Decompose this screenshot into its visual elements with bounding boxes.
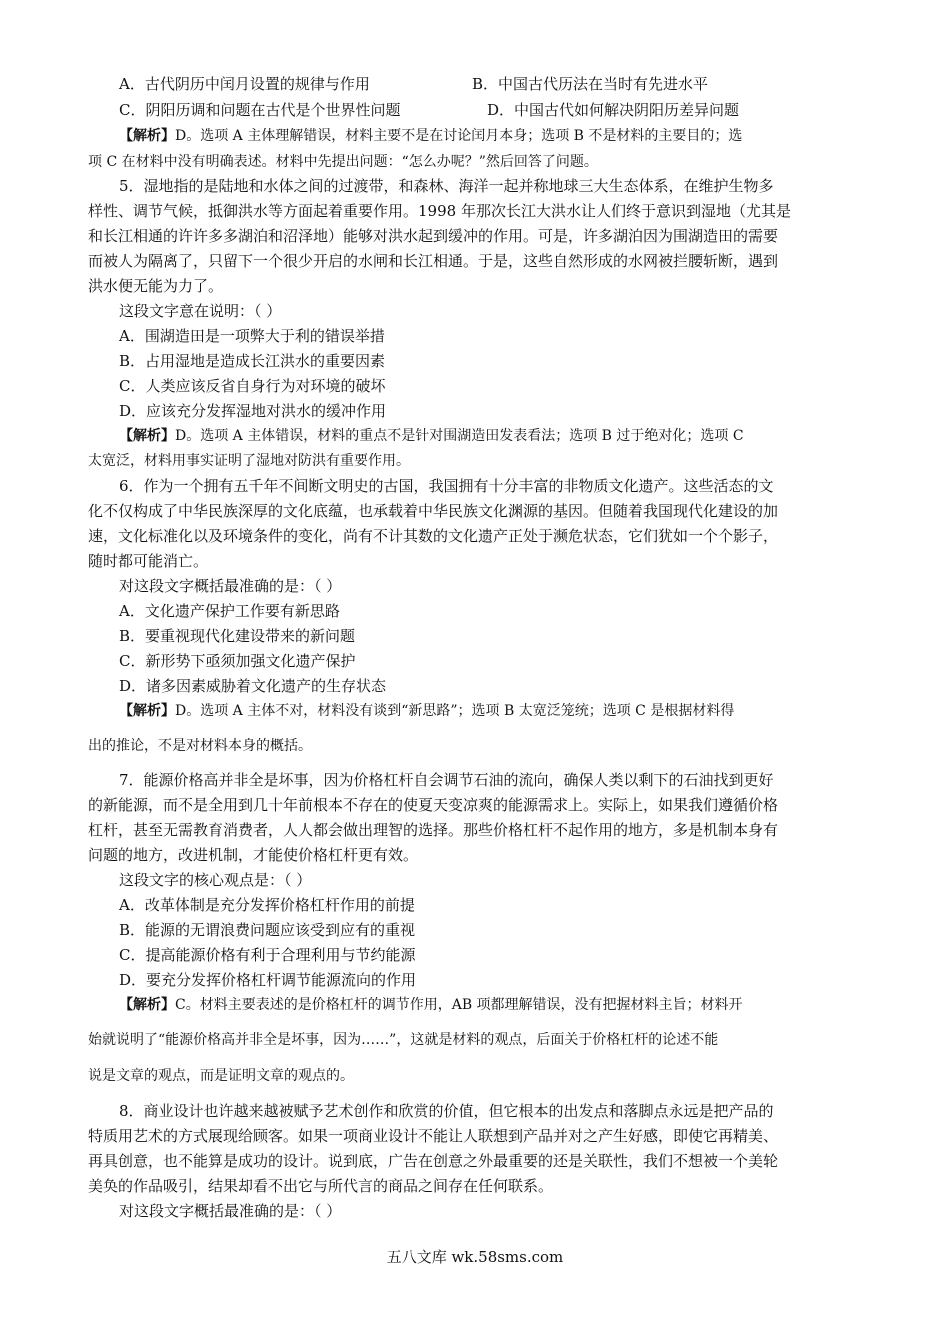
question-5-text: 而被人为隔离了，只留下一个很少开启的水闸和长江相通。于是，这些自然形成的水网被拦腰斩断，遇到	[88, 252, 779, 270]
option-c: C．新形势下亟须加强文化遗产保护	[119, 652, 356, 670]
analysis-continued: 项 C 在材料中没有明确表述。材料中先提出问题：“怎么办呢？”然后回答了问题。	[88, 154, 598, 170]
question-6-text: 6．作为一个拥有五千年不间断文明史的古国，我国拥有十分丰富的非物质文化遗产。这些活态的文	[119, 477, 774, 495]
option-a: A．文化遗产保护工作要有新思路	[119, 602, 340, 620]
question-5-text: 洪水便无能为力了。	[88, 277, 224, 295]
option-d: D．诸多因素威胁着文化遗产的生存状态	[119, 677, 387, 695]
analysis-label: 【解析】	[119, 428, 175, 444]
question-8-text: 美奂的作品吸引，结果却看不出它与所代言的商品之间存在任何联系。	[88, 1177, 554, 1195]
option-c: C．阴阳历调和问题在古代是个世界性问题	[119, 101, 401, 119]
analysis-label: 【解析】	[119, 997, 175, 1013]
question-6-text: 随时都可能消亡。	[88, 552, 209, 570]
option-b: B．能源的无谓浪费问题应该受到应有的重视	[119, 921, 416, 939]
analysis	[119, 124, 899, 148]
option-c: C．人类应该反省自身行为对环境的破坏	[119, 377, 386, 395]
question-8-text: 特质用艺术的方式展现给顾客。如果一项商业设计不能让人联想到产品并对之产生好感，即使它再精美、	[88, 1127, 779, 1145]
option-d: D．中国古代如何解决阴阳历差异问题	[487, 101, 740, 119]
analysis-text: D。选项 A 主体不对，材料没有谈到“新思路”；选项 B 太宽泛笼统；选项 C 是根据材料得	[175, 703, 735, 719]
option-d: D．应该充分发挥湿地对洪水的缓冲作用	[119, 402, 387, 420]
question-7-prompt: 这段文字的核心观点是：（ ）	[119, 871, 312, 889]
option-b: B．中国古代历法在当时有先进水平	[472, 75, 709, 93]
option-a: A．改革体制是充分发挥价格杠杆作用的前提	[119, 896, 415, 914]
analysis-text: D。选项 A 主体错误，材料的重点不是针对围湖造田发表看法；选项 B 过于绝对化；选项 C	[175, 428, 744, 444]
analysis-text: D。选项 A 主体理解错误，材料主要不是在讨论闰月本身；选项 B 不是材料的主要目的；选	[175, 128, 743, 144]
option-c: C．提高能源价格有利于合理利用与节约能源	[119, 946, 416, 964]
analysis-continued: 太宽泛，材料用事实证明了湿地对防洪有重要作用。	[88, 453, 410, 469]
question-7-text: 7．能源价格高并非全是坏事，因为价格杠杆自会调节石油的流向，确保人类以剩下的石油找到更好	[119, 771, 774, 789]
question-7-text: 问题的地方，改进机制，才能使价格杠杆更有效。	[88, 846, 419, 864]
question-6-text: 化不仅构成了中华民族深厚的文化底蕴，也承载着中华民族文化渊源的基因。但随着我国现代化建设的加	[88, 502, 779, 520]
analysis-continued: 说是文章的观点，而是证明文章的观点的。	[88, 1068, 354, 1084]
analysis-label: 【解析】	[119, 703, 175, 719]
question-8-prompt: 对这段文字概括最准确的是：（ ）	[119, 1202, 342, 1220]
analysis-label: 【解析】	[119, 128, 175, 144]
option-b: B．占用湿地是造成长江洪水的重要因素	[119, 352, 386, 370]
analysis	[119, 699, 899, 723]
question-5-text: 和长江相通的许许多多湖泊和沼泽地）能够对洪水起到缓冲的作用。可是，许多湖泊因为围湖造田的需要	[88, 227, 779, 245]
question-8-text: 8．商业设计也许越来越被赋予艺术创作和欣赏的价值，但它根本的出发点和落脚点永远是把产品的	[119, 1102, 774, 1120]
analysis-continued: 出的推论，不是对材料本身的概括。	[88, 738, 312, 754]
analysis	[119, 424, 899, 448]
question-8-text: 再具创意，也不能算是成功的设计。说到底，广告在创意之外最重要的还是关联性，我们不想被一个美轮	[88, 1152, 779, 1170]
question-5-prompt: 这段文字意在说明：（ ）	[119, 302, 282, 320]
question-5-text: 5．湿地指的是陆地和水体之间的过渡带，和森林、海洋一起并称地球三大生态体系，在维护生物多	[119, 177, 774, 195]
question-6-prompt: 对这段文字概括最准确的是：（ ）	[119, 577, 342, 595]
analysis-text: C。材料主要表述的是价格杠杆的调节作用，AB 项都理解错误，没有把握材料主旨；材料开	[175, 997, 743, 1013]
question-6-text: 速，文化标准化以及环境条件的变化，尚有不计其数的文化遗产正处于濒危状态，它们犹如一个个影子，	[88, 527, 779, 545]
option-d: D．要充分发挥价格杠杆调节能源流向的作用	[119, 971, 417, 989]
analysis	[119, 993, 899, 1017]
question-5-text: 样性、调节气候，抵御洪水等方面起着重要作用。1998 年那次长江大洪水让人们终于意识到湿地（尤其是	[88, 202, 791, 220]
question-7-text: 杠杆，甚至无需教育消费者，人人都会做出理智的选择。那些价格杠杆不起作用的地方，多是机制本身有	[88, 821, 779, 839]
page-footer: 五八文库 wk.58sms.com	[386, 1248, 564, 1266]
analysis-continued: 始就说明了“能源价格高并非全是坏事，因为……”，这就是材料的观点，后面关于价格杠杆的论述不能	[88, 1032, 719, 1048]
option-a: A．古代阴历中闰月设置的规律与作用	[119, 75, 370, 93]
option-a: A．围湖造田是一项弊大于利的错误举措	[119, 327, 385, 345]
question-7-text: 的新能源，而不是全用到几十年前根本不存在的使夏天变凉爽的能源需求上。实际上，如果我们遵循价格	[88, 796, 779, 814]
option-b: B．要重视现代化建设带来的新问题	[119, 627, 356, 645]
